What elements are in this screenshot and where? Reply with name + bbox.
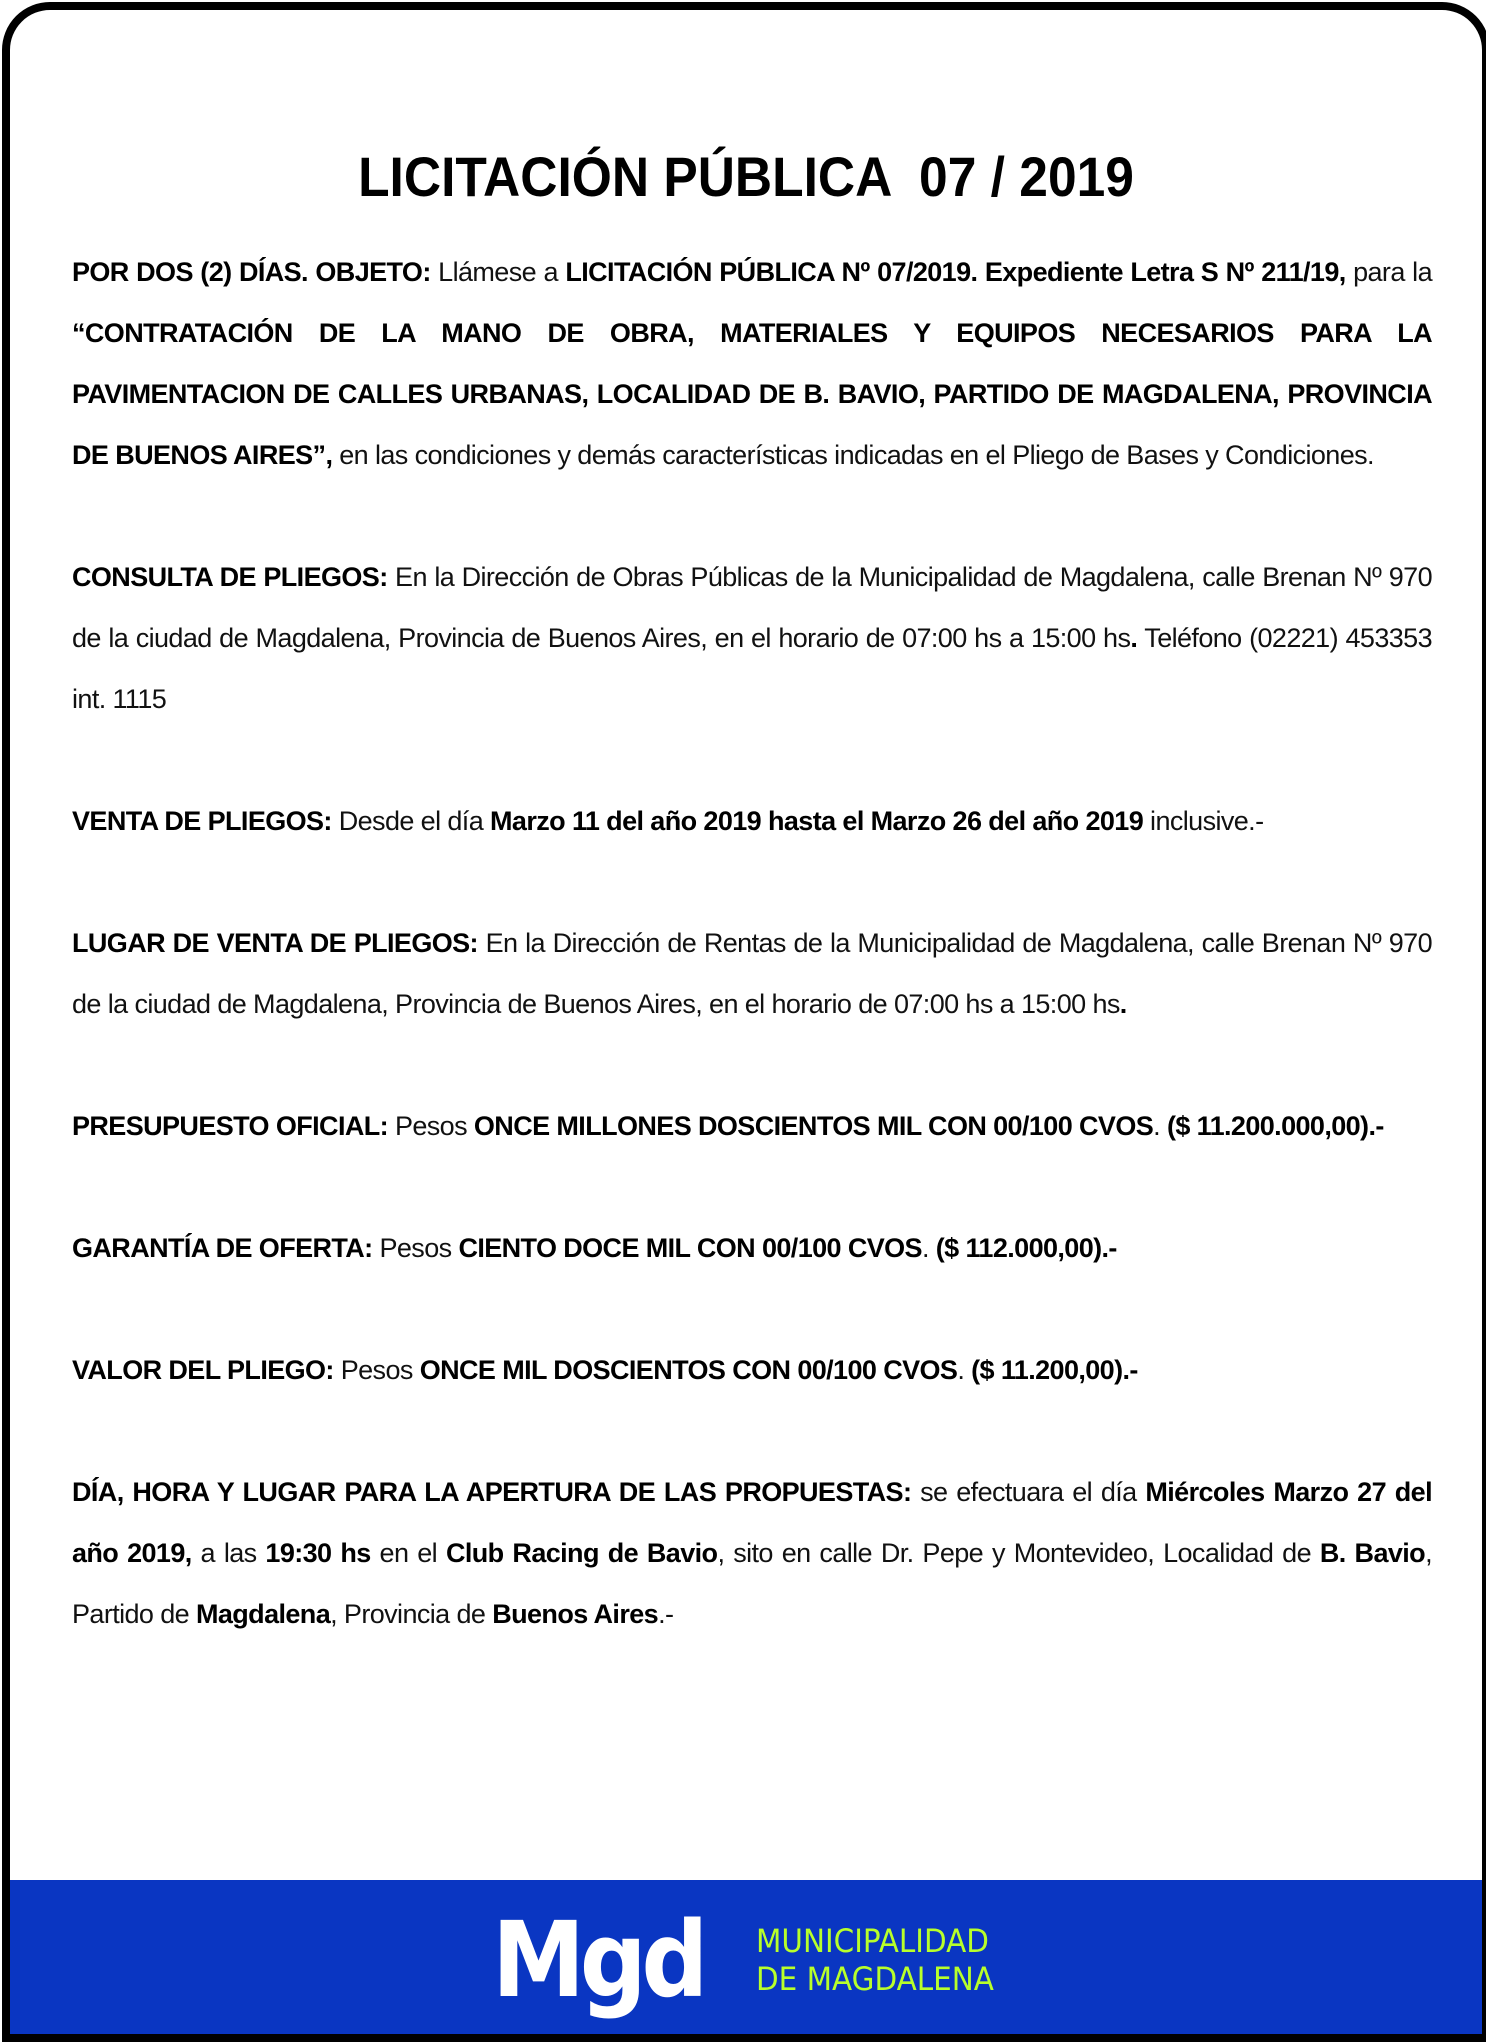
notice-title: LICITACIÓN PÚBLICA 07 / 2019 [358, 144, 1134, 208]
text-segment: En la Dirección de Obras Públicas de la Municipalidad de Magdalena, calle Brenan Nº 970 de la ciudad de Magdalena, Provincia de Buenos Aires, en el horario de 07:00 hs a 15:00 hs [72, 562, 1432, 653]
text-segment: Teléfono (02221) 453353 int. 1115 [72, 623, 1432, 714]
text-segment: se efectuara el día [911, 1477, 1146, 1507]
notice-frame [2, 2, 1486, 2042]
bold-text-segment: CIENTO DOCE MIL CON 00/100 CVOS [458, 1233, 922, 1263]
logo-wordmark [756, 1922, 994, 1998]
text-segment: Pesos [388, 1111, 474, 1141]
text-segment: Pesos [372, 1233, 459, 1263]
bold-text-segment: Club Racing de Bavio [445, 1538, 718, 1568]
bold-text-segment: VALOR DEL PLIEGO: [72, 1355, 334, 1385]
paragraph-venta-de-pliegos [72, 791, 1432, 852]
bold-text-segment: VENTA DE PLIEGOS: [72, 806, 332, 836]
bold-text-segment: . [1119, 989, 1127, 1019]
bold-text-segment: LUGAR DE VENTA DE PLIEGOS: [72, 928, 478, 958]
text-segment: para la [1345, 257, 1432, 287]
bold-text-segment: PRESUPUESTO OFICIAL: [72, 1111, 389, 1141]
bold-text-segment: B. Bavio [1319, 1538, 1426, 1568]
bold-text-segment: POR DOS (2) DÍAS. OBJETO: [72, 257, 431, 287]
text-segment: Pesos [333, 1355, 420, 1385]
bold-text-segment: Miércoles Marzo 27 del año 2019, [72, 1477, 1433, 1568]
paragraph-valor-del-pliego [72, 1340, 1432, 1401]
bold-text-segment: ONCE MILLONES DOSCIENTOS MIL CON 00/100 CVOS [473, 1111, 1154, 1141]
bold-text-segment: ($ 112.000,00).- [935, 1233, 1117, 1263]
paragraph-apertura-propuestas [72, 1462, 1432, 1645]
bold-text-segment: 19:30 hs [265, 1538, 371, 1568]
bold-text-segment: Buenos Aires [492, 1599, 659, 1629]
bold-text-segment: ($ 11.200.000,00).- [1166, 1111, 1384, 1141]
text-segment: , Provincia de [330, 1599, 493, 1629]
text-segment: , Partido de [72, 1538, 1432, 1629]
bold-text-segment: ($ 11.200,00).- [971, 1355, 1138, 1385]
bold-text-segment: Magdalena [195, 1599, 331, 1629]
paragraph-consulta-de-pliegos [72, 547, 1432, 730]
logo-mark: Mgd [492, 1899, 703, 2021]
text-segment: . [1153, 1111, 1167, 1141]
paragraph-presupuesto-oficial [72, 1096, 1432, 1157]
bold-text-segment: “CONTRATACIÓN DE LA MANO DE OBRA, MATERIALES Y EQUIPOS NECESARIOS PARA LA PAVIMENTACION DE CALLES URBANAS, LOCALIDAD DE B. BAVIO, PARTIDO DE MAGDALENA, PROVINCIA DE BUENOS AIRES”, [72, 318, 1432, 470]
paragraph-lugar-de-venta [72, 913, 1432, 1035]
bold-text-segment: ONCE MIL DOSCIENTOS CON 00/100 CVOS [419, 1355, 958, 1385]
bold-text-segment: GARANTÍA DE OFERTA: [72, 1233, 373, 1263]
bold-text-segment: Marzo 11 del año 2019 hasta el Marzo 26 del año 2019 [490, 806, 1144, 836]
text-segment: inclusive.- [1143, 806, 1264, 836]
text-segment: Llámese a [430, 257, 566, 287]
text-segment: . [921, 1233, 936, 1263]
text-segment: en el [370, 1538, 446, 1568]
logo-line-2: DE MAGDALENA [756, 1960, 995, 1998]
bold-text-segment: . [1130, 623, 1138, 653]
paragraph-garantia-de-oferta [72, 1218, 1432, 1279]
text-segment: en las condiciones y demás características indicadas en el Pliego de Bases y Condiciones. [332, 440, 1374, 470]
logo-line-1: MUNICIPALIDAD [756, 1922, 990, 1960]
bold-text-segment: DÍA, HORA Y LUGAR PARA LA APERTURA DE LAS PROPUESTAS: [72, 1477, 912, 1507]
municipality-logo [492, 1900, 1015, 2020]
bold-text-segment: CONSULTA DE PLIEGOS: [72, 562, 388, 592]
text-segment: . [957, 1355, 972, 1385]
text-segment: , sito en calle Dr. Pepe y Montevideo, Localidad de [717, 1538, 1320, 1568]
bold-text-segment: LICITACIÓN PÚBLICA Nº 07/2019. Expediente Letra S Nº 211/19, [565, 257, 1346, 287]
paragraph-objeto [72, 242, 1432, 486]
notice-body [72, 242, 1432, 1706]
footer-band [10, 1880, 1482, 2034]
text-segment: En la Dirección de Rentas de la Municipalidad de Magdalena, calle Brenan Nº 970 de la ciudad de Magdalena, Provincia de Buenos Aires, en el horario de 07:00 hs a 15:00 hs [72, 928, 1432, 1019]
text-segment: Desde el día [331, 806, 491, 836]
text-segment: .- [658, 1599, 674, 1629]
text-segment: a las [191, 1538, 266, 1568]
